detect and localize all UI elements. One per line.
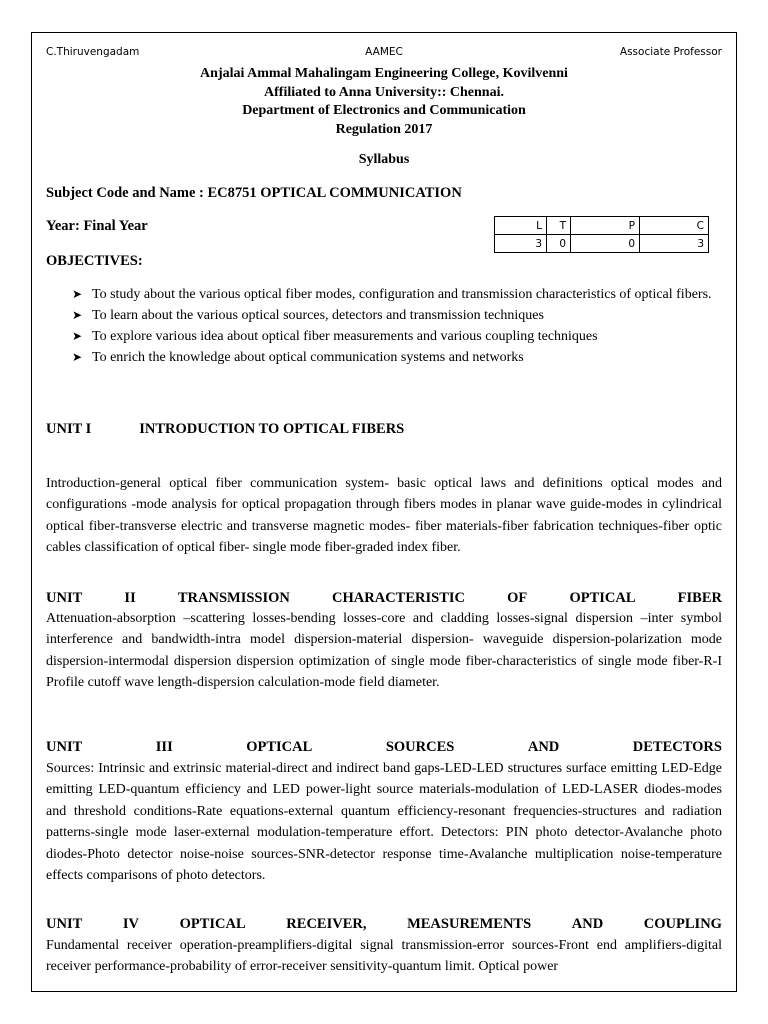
department-name: Department of Electronics and Communication [242,103,526,118]
college-heading [32,65,736,139]
regulation: Regulation 2017 [335,121,433,137]
year-label: Year: Final Year [46,218,148,234]
unit-4-body: Fundamental receiver operation-preamplifiers-digital signal transmission-error sources-Front end amplifiers-digital receiver performance-probability of error-receiver sensitivity-quantum limit. Optical power [46,938,722,975]
ltpc-value-row [495,235,709,253]
unit-2-title: UNIT II TRANSMISSION CHARACTERISTIC OF OPTICAL FIBER [46,590,722,606]
objectives-heading: OBJECTIVES: [46,253,143,269]
list-item: ➤ To enrich the knowledge about optical communication systems and networks [72,347,722,368]
arrow-bullet-icon: ➤ [72,350,83,364]
header-author: C.Thiruvengadam [46,46,140,58]
unit-3-body: Sources: Intrinsic and extrinsic material-direct and indirect band gaps-LED-LED structures surface emitting LED-Edge emitting LED-quantum efficiency and LED power-light source materials-modulation of LED-LASER diodes-modes and threshold conditions-Rate equations-external quantum efficiency-resonant frequencies-structures and radiation patterns-single mode laser-external modulation-temperature effort. Detectors: PIN photo detector-Avalanche photo diodes-Photo detector noise-noise sources-SNR-detector response time-Avalanche multiplication noise-temperature effects comparisons of photo detectors. [46,761,722,884]
syllabus-page [31,32,737,992]
arrow-bullet-icon: ➤ [72,308,83,322]
unit-2-body: Attenuation-absorption –scattering losses-bending losses-core and cladding losses-signal dispersion –inter symbol interference and bandwidth-intra model dispersion-material dispersion- waveguide dispersion-polarization mode dispersion-intermodal dispersion dispersion optimization of single mode fiber-characteristics of single mode fiber-R-I Profile cutoff wave length-dispersion calculation-mode field diameter. [46,611,722,691]
unit-1-title: UNIT I INTRODUCTION TO OPTICAL FIBERS [46,421,405,437]
objectives-list [72,284,722,368]
subject-code-name: Subject Code and Name : EC8751 OPTICAL COMMUNICATION [46,185,462,201]
ltpc-header-l: L [495,217,547,235]
arrow-bullet-icon: ➤ [72,287,83,301]
list-item: ➤ To explore various idea about optical fiber measurements and various coupling techniques [72,326,722,347]
ltpc-header-row [495,217,709,235]
ltpc-value-t: 0 [547,235,571,253]
ltpc-header-t: T [547,217,571,235]
ltpc-header-p: P [571,217,640,235]
running-header [46,46,722,62]
ltpc-value-c: 3 [640,235,709,253]
unit-1-body: Introduction-general optical fiber communication system- basic optical laws and definitions optical modes and configurations -mode analysis for optical propagation through fibers modes in planar wave guide-modes in cylindrical optical fiber-transverse electric and transverse magnetic modes- fiber materials-fiber fabrication techniques-fiber optic cables classification of optical fiber- single mode fiber-graded index fiber. [46,476,722,556]
arrow-bullet-icon: ➤ [72,329,83,343]
header-institution-code: AAMEC [365,46,403,58]
ltpc-header-c: C [640,217,709,235]
college-name: Anjalai Ammal Mahalingam Engineering College, Kovilvenni [200,66,568,81]
college-affiliation: Affiliated to Anna University:: Chennai. [264,84,504,100]
ltpc-table [494,216,709,253]
unit-3-title: UNIT III OPTICAL SOURCES AND DETECTORS [46,739,722,755]
ltpc-value-p: 0 [571,235,640,253]
list-item: ➤ To study about the various optical fiber modes, configuration and transmission characteristics of optical fibers. [72,284,722,305]
syllabus-title: Syllabus [358,152,410,167]
ltpc-value-l: 3 [495,235,547,253]
header-designation: Associate Professor [619,46,722,58]
list-item: ➤ To learn about the various optical sources, detectors and transmission techniques [72,305,722,326]
unit-4-title: UNIT IV OPTICAL RECEIVER, MEASUREMENTS AND COUPLING [46,916,722,932]
